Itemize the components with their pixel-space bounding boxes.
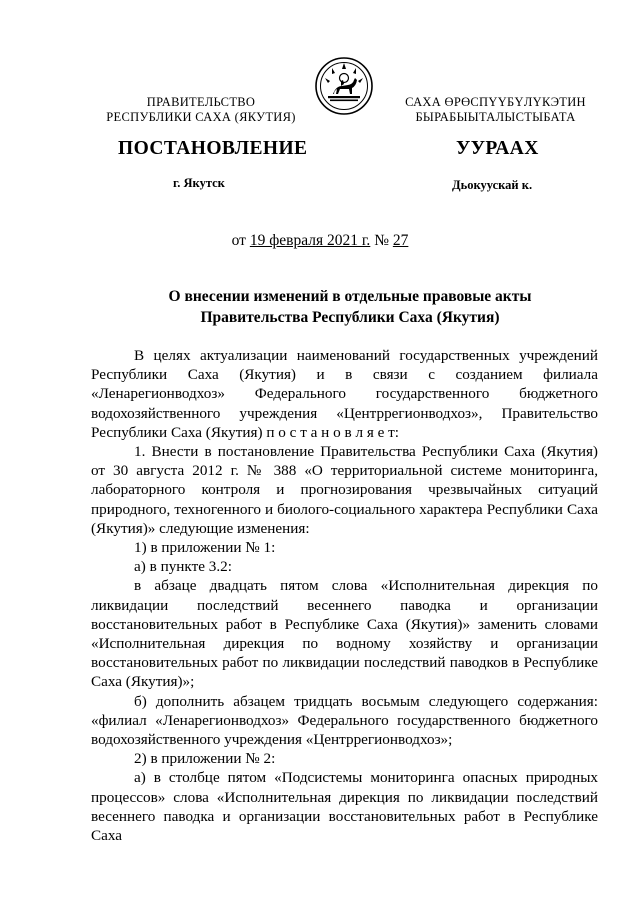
- government-name-ru: [101, 95, 301, 125]
- government-name-sah-line1: САХА ӨРӨСПҮҮБҮЛҮКЭТИН: [405, 95, 586, 109]
- date-prefix: от: [231, 232, 246, 249]
- document-title-line2: Правительства Республики Саха (Якутия): [200, 309, 500, 326]
- body-paragraph: В целях актуализации наименований государственных учреждений Республики Саха (Якутия) и в связи с созданием филиала «Ленарегионводхоз» Федерального государственного бюджетного водохозяйственного учреждения «Центррегионводхоз», Правительство Республики Саха (Якутия) п о с т а н о в л я е т:: [91, 347, 598, 441]
- document-type-ru: ПОСТАНОВЛЕНИЕ: [118, 138, 308, 159]
- document-title: [120, 286, 580, 328]
- city-sah: Дьокуускай к.: [452, 178, 533, 192]
- body-paragraph: в абзаце двадцать пятом слова «Исполнительная дирекция по ликвидации последствий весеннего паводка и организации восстановительных работ в Республике Саха (Якутия)» заменить словами «Исполнительная дирекция по водному хозяйству и организации восстановительных работ по ликвидации последствий паводков в Республике Саха (Якутия)»;: [91, 577, 598, 691]
- body-paragraph: б) дополнить абзацем тридцать восьмым следующего содержания: «филиал «Ленарегионводхоз» Федерального государственного бюджетного водохозяйственного учреждения «Центррегионводхоз»;: [91, 692, 598, 749]
- document-title-line1: О внесении изменений в отдельные правовые акты: [168, 288, 532, 305]
- government-name-sah-line2: БЫРАБЫЫТАЛЫСТЫБАТА: [415, 110, 576, 124]
- document-body: [91, 346, 598, 845]
- body-paragraph: 2) в приложении № 2:: [134, 750, 276, 768]
- government-name-sah: [393, 95, 598, 125]
- document-type-sah: УУРААХ: [456, 138, 539, 159]
- coat-of-arms-icon: [314, 56, 374, 116]
- body-paragraph: 1. Внести в постановление Правительства Республики Саха (Якутия) от 30 августа 2012 г. № 388 «О территориальной системе мониторинга, лабораторного контроля и прогнозирования чрезвычайных ситуаций природного, техногенного и биолого-социального характера Республики Саха (Якутия)» следующие изменения:: [91, 443, 598, 537]
- body-paragraph: а) в столбце пятом «Подсистемы мониторинга опасных природных процессов» слова «Исполнительная дирекция по ликвидации последствий весеннего паводка и организации восстановительных работ в Республике Саха: [91, 769, 598, 845]
- body-paragraph: а) в пункте 3.2:: [134, 558, 232, 576]
- document-date: 19 февраля 2021 г.: [249, 232, 371, 249]
- government-name-ru-line1: ПРАВИТЕЛЬСТВО: [146, 95, 256, 109]
- body-paragraph: 1) в приложении № 1:: [134, 539, 276, 557]
- document-number: 27: [392, 232, 409, 249]
- government-name-ru-line2: РЕСПУБЛИКИ САХА (ЯКУТИЯ): [106, 110, 296, 124]
- date-number-line: [0, 232, 640, 250]
- city-ru: г. Якутск: [173, 176, 225, 190]
- number-sign: №: [374, 232, 389, 249]
